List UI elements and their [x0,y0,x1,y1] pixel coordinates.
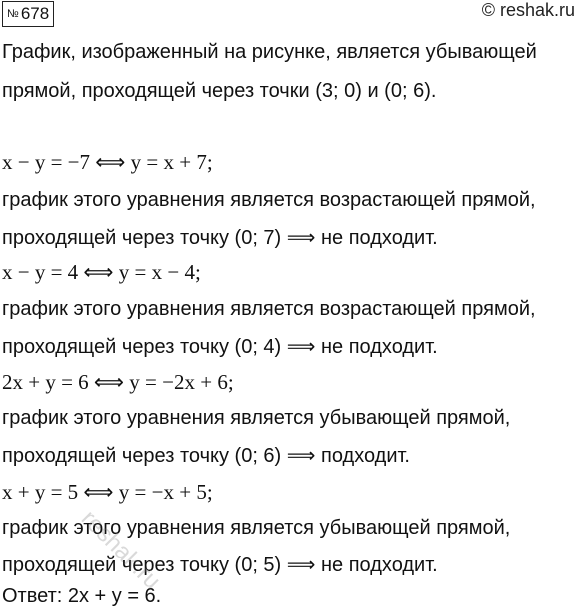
intro-line-2: прямой, проходящей через точки (3; 0) и (0; 6). [2,80,437,102]
equation-3-desc: график этого уравнения является убывающей прямой, [2,407,511,429]
equation-2-desc: график этого уравнения является возрастающей прямой, [2,298,536,320]
equation-2: x − y = 4 ⟺ y = x − 4; [2,260,201,284]
equation-2-verdict: проходящей через точку (0; 4) ⟹ не подходит. [2,336,438,358]
diagonal-watermark: reshak.ru [75,505,166,595]
problem-number: 678 [20,4,50,23]
equation-1: x − y = −7 ⟺ y = x + 7; [2,150,213,174]
site-watermark: © reshak.ru [481,0,575,20]
equation-1-desc: график этого уравнения является возрастающей прямой, [2,189,536,211]
problem-number-badge [2,1,54,27]
intro-line-1: График, изображенный на рисунке, является убывающей [2,41,537,63]
equation-4-verdict: проходящей через точку (0; 5) ⟹ не подходит. [2,554,438,576]
answer-line: Ответ: 2x + y = 6. [2,585,162,607]
equation-4-desc: график этого уравнения является убывающей прямой, [2,517,511,539]
equation-1-verdict: проходящей через точку (0; 7) ⟹ не подходит. [2,227,438,249]
number-sign: № [7,8,19,20]
equation-3: 2x + y = 6 ⟺ y = −2x + 6; [2,370,234,394]
equation-4: x + y = 5 ⟺ y = −x + 5; [2,480,213,504]
equation-3-verdict: проходящей через точку (0; 6) ⟹ подходит. [2,445,410,467]
